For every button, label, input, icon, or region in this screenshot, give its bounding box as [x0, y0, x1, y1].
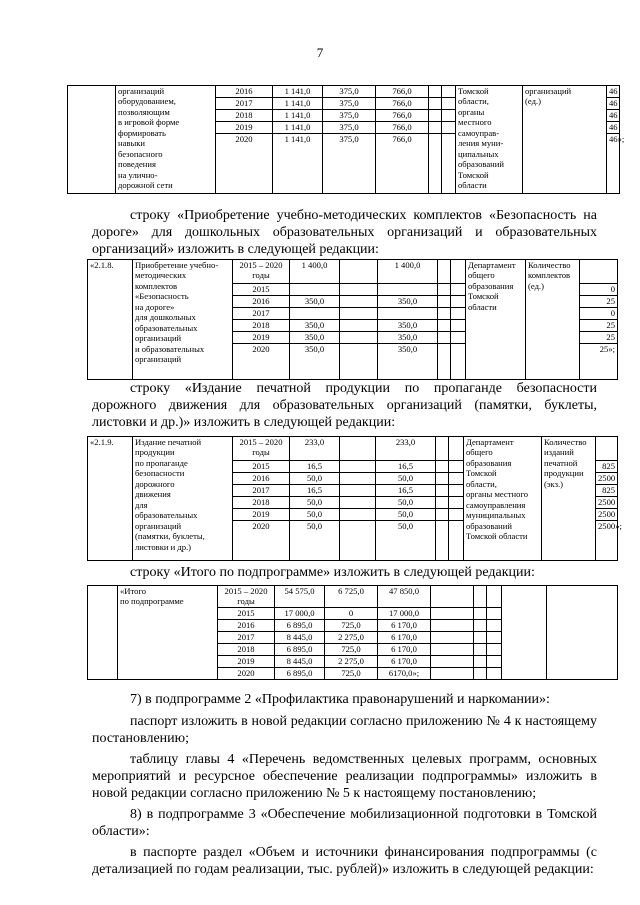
regional-budget-cell — [378, 284, 438, 296]
indicator-value-spacer — [580, 260, 618, 284]
empty-cell — [431, 644, 474, 656]
total-cell: 6 895,0 — [275, 644, 325, 656]
total-cell: 16,5 — [290, 461, 340, 473]
empty-cell — [438, 284, 451, 296]
empty-cell — [487, 586, 502, 608]
total-cell: 1 141,0 — [273, 134, 323, 194]
year-cell: 2016 — [218, 620, 275, 632]
empty-cell — [429, 98, 442, 110]
indicator-value: 0 — [580, 308, 618, 320]
empty-cell — [436, 509, 449, 521]
regional-budget-cell: 6 170,0 — [378, 656, 431, 668]
empty-cell — [451, 332, 466, 344]
year-cell: 2020 — [218, 668, 275, 680]
empty-cell — [451, 284, 466, 296]
empty-cell — [340, 509, 376, 521]
year-cell: 2017 — [218, 632, 275, 644]
measure-description: Издание печатной продукции по пропаганде безопасности дорожного движения для образовательных организаций (памятки, буклеты, листовки и др.) — [133, 437, 233, 561]
empty-cell — [340, 437, 376, 461]
empty-cell — [340, 485, 376, 497]
year-cell: 2019 — [218, 656, 275, 668]
empty-cell — [487, 632, 502, 644]
year-cell: 2016 — [233, 296, 290, 308]
total-cell: 6 895,0 — [275, 668, 325, 680]
table-row — [88, 260, 618, 284]
year-cell: 2019 — [233, 509, 290, 521]
federal-budget-cell: 2 275,0 — [325, 656, 378, 668]
empty-cell — [340, 473, 376, 485]
empty-cell — [449, 485, 464, 497]
empty-cell — [436, 485, 449, 497]
year-cell: 2018 — [233, 320, 290, 332]
executor-cell: Департамент общего образования Томской области, органы местного самоуправления муниципальных образований Томской области — [464, 437, 542, 561]
total-cell: 1 141,0 — [273, 110, 323, 122]
total-cell: 350,0 — [290, 344, 340, 380]
indicator-value: 46 — [607, 86, 620, 98]
empty-cell — [340, 308, 378, 320]
regional-budget-cell: 350,0 — [378, 344, 438, 380]
indicator-value-spacer — [596, 437, 618, 461]
empty-cell — [442, 122, 456, 134]
regional-budget-cell: 350,0 — [378, 332, 438, 344]
regional-budget-cell: 766,0 — [376, 98, 429, 110]
federal-budget-cell: 725,0 — [325, 620, 378, 632]
empty-cell — [340, 332, 378, 344]
empty-cell — [449, 521, 464, 561]
federal-budget-cell: 725,0 — [325, 668, 378, 680]
regional-budget-cell: 766,0 — [376, 110, 429, 122]
measure-description: Приобретение учебно- методических комплектов «Безопасность на дороге» для дошкольных образовательных организаций и образовательных организаций — [133, 260, 233, 380]
regional-budget-cell: 6 170,0 — [378, 632, 431, 644]
year-cell: 2017 — [233, 308, 290, 320]
indicator-value: 2500 — [596, 473, 618, 485]
empty-cell — [487, 608, 502, 620]
total-cell: 16,5 — [290, 485, 340, 497]
number-cell-empty — [68, 86, 116, 194]
regional-budget-cell: 50,0 — [376, 497, 436, 509]
indicator-value: 0 — [580, 284, 618, 296]
measure-description: организаций оборудованием, позволяющим в игровой форме формировать навыки безопасного поведения на улично- дорожной сети — [116, 86, 216, 194]
indicator-cell: организаций (ед.) — [523, 86, 607, 194]
total-cell: 50,0 — [290, 509, 340, 521]
year-cell: 2015 – 2020 годы — [233, 260, 290, 284]
empty-cell — [438, 344, 451, 380]
federal-budget-cell: 0 — [325, 608, 378, 620]
empty-cell — [449, 461, 464, 473]
empty-cell — [474, 644, 487, 656]
page-number: 7 — [316, 45, 324, 60]
empty-cell — [340, 497, 376, 509]
indicator-value: 25 — [580, 332, 618, 344]
regional-budget-cell — [378, 308, 438, 320]
empty-cell — [438, 308, 451, 320]
empty-cell — [474, 608, 487, 620]
year-cell: 2020 — [233, 521, 290, 561]
empty-cell — [487, 668, 502, 680]
empty-cell — [429, 86, 442, 98]
total-cell: 50,0 — [290, 521, 340, 561]
indicator-value: 2500 — [596, 509, 618, 521]
total-cell: 50,0 — [290, 473, 340, 485]
empty-cell — [451, 296, 466, 308]
year-cell: 2015 – 2020 годы — [218, 586, 275, 608]
measure-number: «2.1.8. — [88, 260, 133, 380]
table-section-2-1-8 — [87, 259, 618, 380]
empty-cell — [451, 320, 466, 332]
empty-cell — [442, 110, 456, 122]
year-cell: 2015 — [218, 608, 275, 620]
paragraph-subprogram-2: 7) в подпрограмме 2 «Профилактика правонарушений и наркомании»: — [130, 692, 550, 707]
empty-cell — [474, 586, 487, 608]
empty-cell — [431, 608, 474, 620]
regional-budget-cell: 1 400,0 — [378, 260, 438, 284]
indicator-value: 46»; — [607, 134, 620, 194]
empty-cell — [340, 344, 378, 380]
paragraph-passport-section: в паспорте раздел «Объем и источники финансирования подпрограммы (с детализацией по годам реализации, тыс. рублей)» изложить в следующей редакции: — [92, 845, 597, 877]
paragraph-passport-appendix-4: паспорт изложить в новой редакции согласно приложению № 4 к настоящему постановлению; — [92, 714, 597, 746]
total-cell: 350,0 — [290, 296, 340, 308]
total-label: «Итого по подпрограмме — [118, 586, 218, 680]
empty-cell — [474, 620, 487, 632]
year-cell: 2015 — [233, 284, 290, 296]
empty-cell — [449, 509, 464, 521]
empty-cell — [442, 98, 456, 110]
regional-budget-cell: 233,0 — [376, 437, 436, 461]
paragraph-subprogram-3: 8) в подпрограмме 3 «Обеспечение мобилизационной подготовки в Томской области»: — [92, 807, 597, 839]
indicator-cell: Количество изданий печатной продукции (экз.) — [542, 437, 596, 561]
empty-cell — [340, 284, 378, 296]
empty-cell — [449, 437, 464, 461]
empty-cell — [340, 260, 378, 284]
empty-cell — [429, 134, 442, 194]
regional-budget-cell: 50,0 — [376, 473, 436, 485]
total-cell: 8 445,0 — [275, 656, 325, 668]
federal-budget-cell: 725,0 — [325, 644, 378, 656]
total-cell: 1 141,0 — [273, 86, 323, 98]
indicator-value: 46 — [607, 122, 620, 134]
table-section-2-1-7 — [67, 85, 625, 194]
empty-cell — [438, 332, 451, 344]
indicator-cell: Количество комплектов (ед.) — [526, 260, 580, 380]
regional-budget-cell: 350,0 — [378, 320, 438, 332]
federal-budget-cell: 375,0 — [323, 122, 376, 134]
empty-cell — [438, 296, 451, 308]
empty-cell — [340, 461, 376, 473]
empty-cell — [474, 656, 487, 668]
empty-cell — [449, 497, 464, 509]
federal-budget-cell: 375,0 — [323, 98, 376, 110]
empty-cell — [436, 521, 449, 561]
empty-cell — [487, 620, 502, 632]
year-cell: 2018 — [218, 644, 275, 656]
regional-budget-cell: 766,0 — [376, 86, 429, 98]
regional-budget-cell: 6 170,0 — [378, 620, 431, 632]
regional-budget-cell: 6 170,0 — [378, 644, 431, 656]
empty-cell — [431, 586, 474, 608]
empty-cell — [474, 668, 487, 680]
empty-cell — [438, 320, 451, 332]
indicator-value: 825 — [596, 485, 618, 497]
table-row — [68, 86, 620, 98]
paragraph-2-1-9-intro: строку «Издание печатной продукции по пропаганде безопасности дорожного движения для образовательных организаций (памятки, буклеты, листовки и др.)» изложить в следующей редакции: — [92, 381, 597, 430]
empty-cell — [340, 320, 378, 332]
year-cell: 2018 — [233, 497, 290, 509]
regional-budget-cell: 47 850,0 — [378, 586, 431, 608]
empty-cell — [442, 134, 456, 194]
federal-budget-cell: 2 275,0 — [325, 632, 378, 644]
regional-budget-cell: 766,0 — [376, 122, 429, 134]
table-section-2-1-9 — [87, 436, 622, 561]
empty-cell — [340, 296, 378, 308]
empty-cell — [340, 521, 376, 561]
total-cell: 350,0 — [290, 320, 340, 332]
executor-cell: Департамент общего образования Томской области — [466, 260, 526, 380]
table-subprogram-total — [87, 585, 618, 680]
empty-cell — [451, 260, 466, 284]
regional-budget-cell: 6170,0»; — [378, 668, 431, 680]
paragraph-total-intro: строку «Итого по подпрограмме» изложить в следующей редакции: — [130, 565, 535, 580]
regional-budget-cell: 17 000,0 — [378, 608, 431, 620]
year-cell: 2015 – 2020 годы — [233, 437, 290, 461]
total-cell: 1 141,0 — [273, 98, 323, 110]
year-cell: 2016 — [233, 473, 290, 485]
federal-budget-cell: 375,0 — [323, 110, 376, 122]
year-cell: 2020 — [233, 344, 290, 380]
empty-cell — [451, 308, 466, 320]
empty-cell — [438, 260, 451, 284]
total-cell: 54 575,0 — [275, 586, 325, 608]
regional-budget-cell: 350,0 — [378, 296, 438, 308]
year-cell: 2020 — [216, 134, 273, 194]
empty-cell — [442, 86, 456, 98]
year-cell: 2017 — [233, 485, 290, 497]
indicator-value: 25»; — [580, 344, 618, 380]
total-cell: 1 400,0 — [290, 260, 340, 284]
empty-cell — [547, 586, 618, 680]
indicator-value: 46 — [607, 98, 620, 110]
indicator-value: 2500»; — [596, 521, 618, 561]
empty-cell — [429, 110, 442, 122]
empty-cell — [431, 668, 474, 680]
empty-cell — [436, 473, 449, 485]
indicator-value: 25 — [580, 320, 618, 332]
empty-cell — [88, 586, 118, 680]
indicator-value: 25 — [580, 296, 618, 308]
empty-cell — [431, 620, 474, 632]
table-row — [88, 437, 618, 461]
regional-budget-cell: 16,5 — [376, 485, 436, 497]
year-cell: 2019 — [216, 122, 273, 134]
empty-cell — [436, 461, 449, 473]
empty-cell — [436, 497, 449, 509]
total-cell: 233,0 — [290, 437, 340, 461]
total-cell: 350,0 — [290, 332, 340, 344]
empty-cell — [429, 122, 442, 134]
empty-cell — [487, 656, 502, 668]
indicator-value: 46 — [607, 110, 620, 122]
federal-budget-cell: 375,0 — [323, 86, 376, 98]
executor-cell: Томской области, органы местного самоуправ- ления муни- ципальных образований Томской области — [456, 86, 523, 194]
indicator-value: 825 — [596, 461, 618, 473]
empty-cell — [502, 586, 547, 680]
regional-budget-cell: 50,0 — [376, 521, 436, 561]
year-cell: 2017 — [216, 98, 273, 110]
year-cell: 2019 — [233, 332, 290, 344]
paragraph-table-chapter-4: таблицу главы 4 «Перечень ведомственных целевых программ, основных мероприятий и ресурсное обеспечение реализации подпрограммы» изложить в новой редакции согласно приложению № 5 к настоящему постановлению; — [92, 752, 597, 801]
empty-cell — [436, 437, 449, 461]
empty-cell — [487, 644, 502, 656]
empty-cell — [431, 632, 474, 644]
federal-budget-cell: 6 725,0 — [325, 586, 378, 608]
total-cell — [290, 284, 340, 296]
total-cell: 50,0 — [290, 497, 340, 509]
table-row — [88, 586, 618, 608]
empty-cell — [449, 473, 464, 485]
total-cell: 8 445,0 — [275, 632, 325, 644]
federal-budget-cell: 375,0 — [323, 134, 376, 194]
year-cell: 2015 — [233, 461, 290, 473]
total-cell: 17 000,0 — [275, 608, 325, 620]
indicator-value: 2500 — [596, 497, 618, 509]
regional-budget-cell: 16,5 — [376, 461, 436, 473]
year-cell: 2016 — [216, 86, 273, 98]
paragraph-2-1-8-intro: строку «Приобретение учебно-методических комплектов «Безопасность на дороге» для дошкольных образовательных организаций и образовательных организаций» изложить в следующей редакции: — [92, 208, 597, 257]
empty-cell — [474, 632, 487, 644]
measure-number: «2.1.9. — [88, 437, 133, 561]
empty-cell — [431, 656, 474, 668]
total-cell: 1 141,0 — [273, 122, 323, 134]
total-cell — [290, 308, 340, 320]
empty-cell — [451, 344, 466, 380]
regional-budget-cell: 50,0 — [376, 509, 436, 521]
year-cell: 2018 — [216, 110, 273, 122]
regional-budget-cell: 766,0 — [376, 134, 429, 194]
total-cell: 6 895,0 — [275, 620, 325, 632]
